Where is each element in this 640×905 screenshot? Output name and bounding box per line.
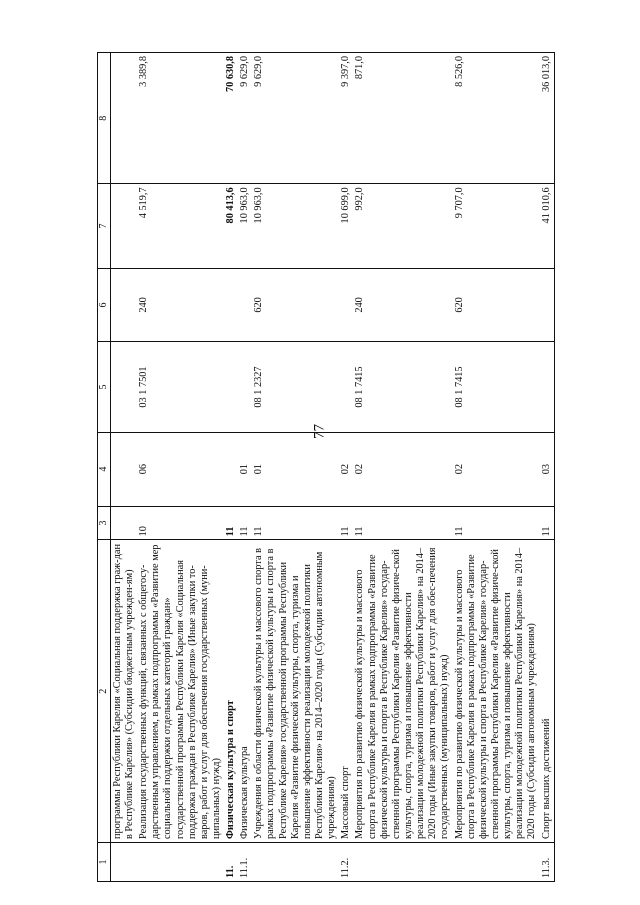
col-header-4: 4 xyxy=(98,432,111,506)
target-article-code xyxy=(224,342,238,432)
target-article-code: 08 1 7415 xyxy=(453,342,540,432)
expense-type-code xyxy=(339,268,353,342)
section-code: 11 xyxy=(252,506,339,540)
expense-type-code: 620 xyxy=(252,268,339,342)
target-article-code: 08 1 2327 xyxy=(252,342,339,432)
expense-type-code: 240 xyxy=(137,268,224,342)
row-name: Мероприятия по развитию физической культуры и массового спорта в Республике Карелия в рамках подпрограммы «Развитие физической культуры и спорта в Республике Карелия» государ-ственной программы Республики Карелия «Развитие физиче-ской культуры, спорта, туризма и повышение эффективности реализации молодежной политики Республики Карелия» на 2014–2020 годы (Субсидии автономным учреждениям) xyxy=(453,540,540,843)
budget-table xyxy=(97,52,555,882)
subsection-code: 02 xyxy=(453,432,540,506)
amount-col7: 4 519,7 xyxy=(137,184,224,268)
col-header-2: 2 xyxy=(98,540,111,843)
row-name: Спорт высших достижений xyxy=(540,540,555,843)
col-header-7: 7 xyxy=(98,184,111,268)
amount-col7: 10 963,0 xyxy=(252,184,339,268)
amount-col8: 8 526,0 xyxy=(453,53,540,184)
amount-col8: 36 013,0 xyxy=(540,53,555,184)
target-article-code xyxy=(110,342,137,432)
row-name: Мероприятия по развитию физической культуры и массового спорта в Республике Карелия в рамках подпрограммы «Развитие физической культуры и спорта в Республике Карелия» государ-ственной программы Республики Карелия «Развитие физиче-ской культуры, спорта, туризма и повышение эффективности реализации молодежной политики Республики Карелия» на 2014–2020 годы (Иные закупки товаров, работ и услуг для обес-печения государственных (муниципальных) нужд) xyxy=(353,540,452,843)
amount-col8: 9 629,0 xyxy=(252,53,339,184)
row-name: Массовый спорт xyxy=(339,540,353,843)
table-row xyxy=(110,53,137,882)
col-header-1: 1 xyxy=(98,843,111,882)
row-number: 11.3. xyxy=(540,843,555,882)
amount-col8 xyxy=(110,53,137,184)
subsection-code: 02 xyxy=(353,432,452,506)
amount-col8: 9 397,0 xyxy=(339,53,353,184)
table-row xyxy=(353,53,452,882)
table-row xyxy=(224,53,238,882)
amount-col8: 871,0 xyxy=(353,53,452,184)
row-name: программы Республики Карелия «Социальная поддержка граж-дан в Республике Карелия» (Субсидии бюджетным учрежден-ям) xyxy=(110,540,137,843)
target-article-code xyxy=(540,342,555,432)
amount-col8: 9 629,0 xyxy=(238,53,252,184)
table-row xyxy=(252,53,339,882)
subsection-code: 01 xyxy=(252,432,339,506)
subsection-code: 01 xyxy=(238,432,252,506)
col-header-3: 3 xyxy=(98,506,111,540)
row-number xyxy=(453,843,540,882)
row-number: 11. xyxy=(224,843,238,882)
amount-col8: 3 389,8 xyxy=(137,53,224,184)
section-code: 11 xyxy=(238,506,252,540)
table-row xyxy=(238,53,252,882)
row-number: 11.2. xyxy=(339,843,353,882)
target-article-code xyxy=(339,342,353,432)
section-code: 10 xyxy=(137,506,224,540)
header-row xyxy=(98,53,111,882)
row-number xyxy=(110,843,137,882)
amount-col7 xyxy=(110,184,137,268)
target-article-code: 03 1 7501 xyxy=(137,342,224,432)
col-header-5: 5 xyxy=(98,342,111,432)
budget-table-sheet xyxy=(97,52,640,882)
expense-type-code xyxy=(110,268,137,342)
row-name: Реализация государственных функций, связанных с общегосу-дарственным управлением, в рамках подпрограммы «Развитие мер социальной поддержки отдельных категорий граждан» государственной программы Республики Карелия «Социальная поддержка граждан в Республике Карелия» (Иные закупки то-варов, работ и услуг для обеспечения государственных (муни-ципальных) нужд) xyxy=(137,540,224,843)
row-name: Физическая культура xyxy=(238,540,252,843)
row-number: 11.1. xyxy=(238,843,252,882)
row-number xyxy=(252,843,339,882)
page-number: 77 xyxy=(311,424,328,439)
col-header-6: 6 xyxy=(98,268,111,342)
section-code: 11 xyxy=(540,506,555,540)
row-name: Учреждения в области физической культуры и массового спорта в рамках подпрограммы «Развитие физической культуры и спорта в Республике Карелия» государственной программы Республики Карелия «Развитие физической культуры, спорта, туризма и повышение эффективности реализации молодежной политики Республики Карелия» на 2014–2020 годы (Субсидии автономным учреждениям) xyxy=(252,540,339,843)
amount-col8: 70 630,8 xyxy=(224,53,238,184)
expense-type-code: 240 xyxy=(353,268,452,342)
amount-col7: 9 707,0 xyxy=(453,184,540,268)
amount-col7: 10 699,0 xyxy=(339,184,353,268)
table-row xyxy=(339,53,353,882)
section-code: 11 xyxy=(453,506,540,540)
amount-col7: 41 010,6 xyxy=(540,184,555,268)
table-row xyxy=(137,53,224,882)
row-number xyxy=(353,843,452,882)
amount-col7: 10 963,0 xyxy=(238,184,252,268)
expense-type-code xyxy=(224,268,238,342)
section-code: 11 xyxy=(224,506,238,540)
amount-col7: 80 413,6 xyxy=(224,184,238,268)
subsection-code xyxy=(110,432,137,506)
table-row xyxy=(540,53,555,882)
col-header-8: 8 xyxy=(98,53,111,184)
row-number xyxy=(137,843,224,882)
subsection-code: 02 xyxy=(339,432,353,506)
table-row xyxy=(453,53,540,882)
target-article-code xyxy=(238,342,252,432)
section-code: 11 xyxy=(339,506,353,540)
section-code xyxy=(110,506,137,540)
expense-type-code xyxy=(238,268,252,342)
expense-type-code: 620 xyxy=(453,268,540,342)
target-article-code: 08 1 7415 xyxy=(353,342,452,432)
subsection-code: 06 xyxy=(137,432,224,506)
section-code: 11 xyxy=(353,506,452,540)
amount-col7: 992,0 xyxy=(353,184,452,268)
subsection-code: 03 xyxy=(540,432,555,506)
expense-type-code xyxy=(540,268,555,342)
subsection-code xyxy=(224,432,238,506)
row-name: Физическая культура и спорт xyxy=(224,540,238,843)
